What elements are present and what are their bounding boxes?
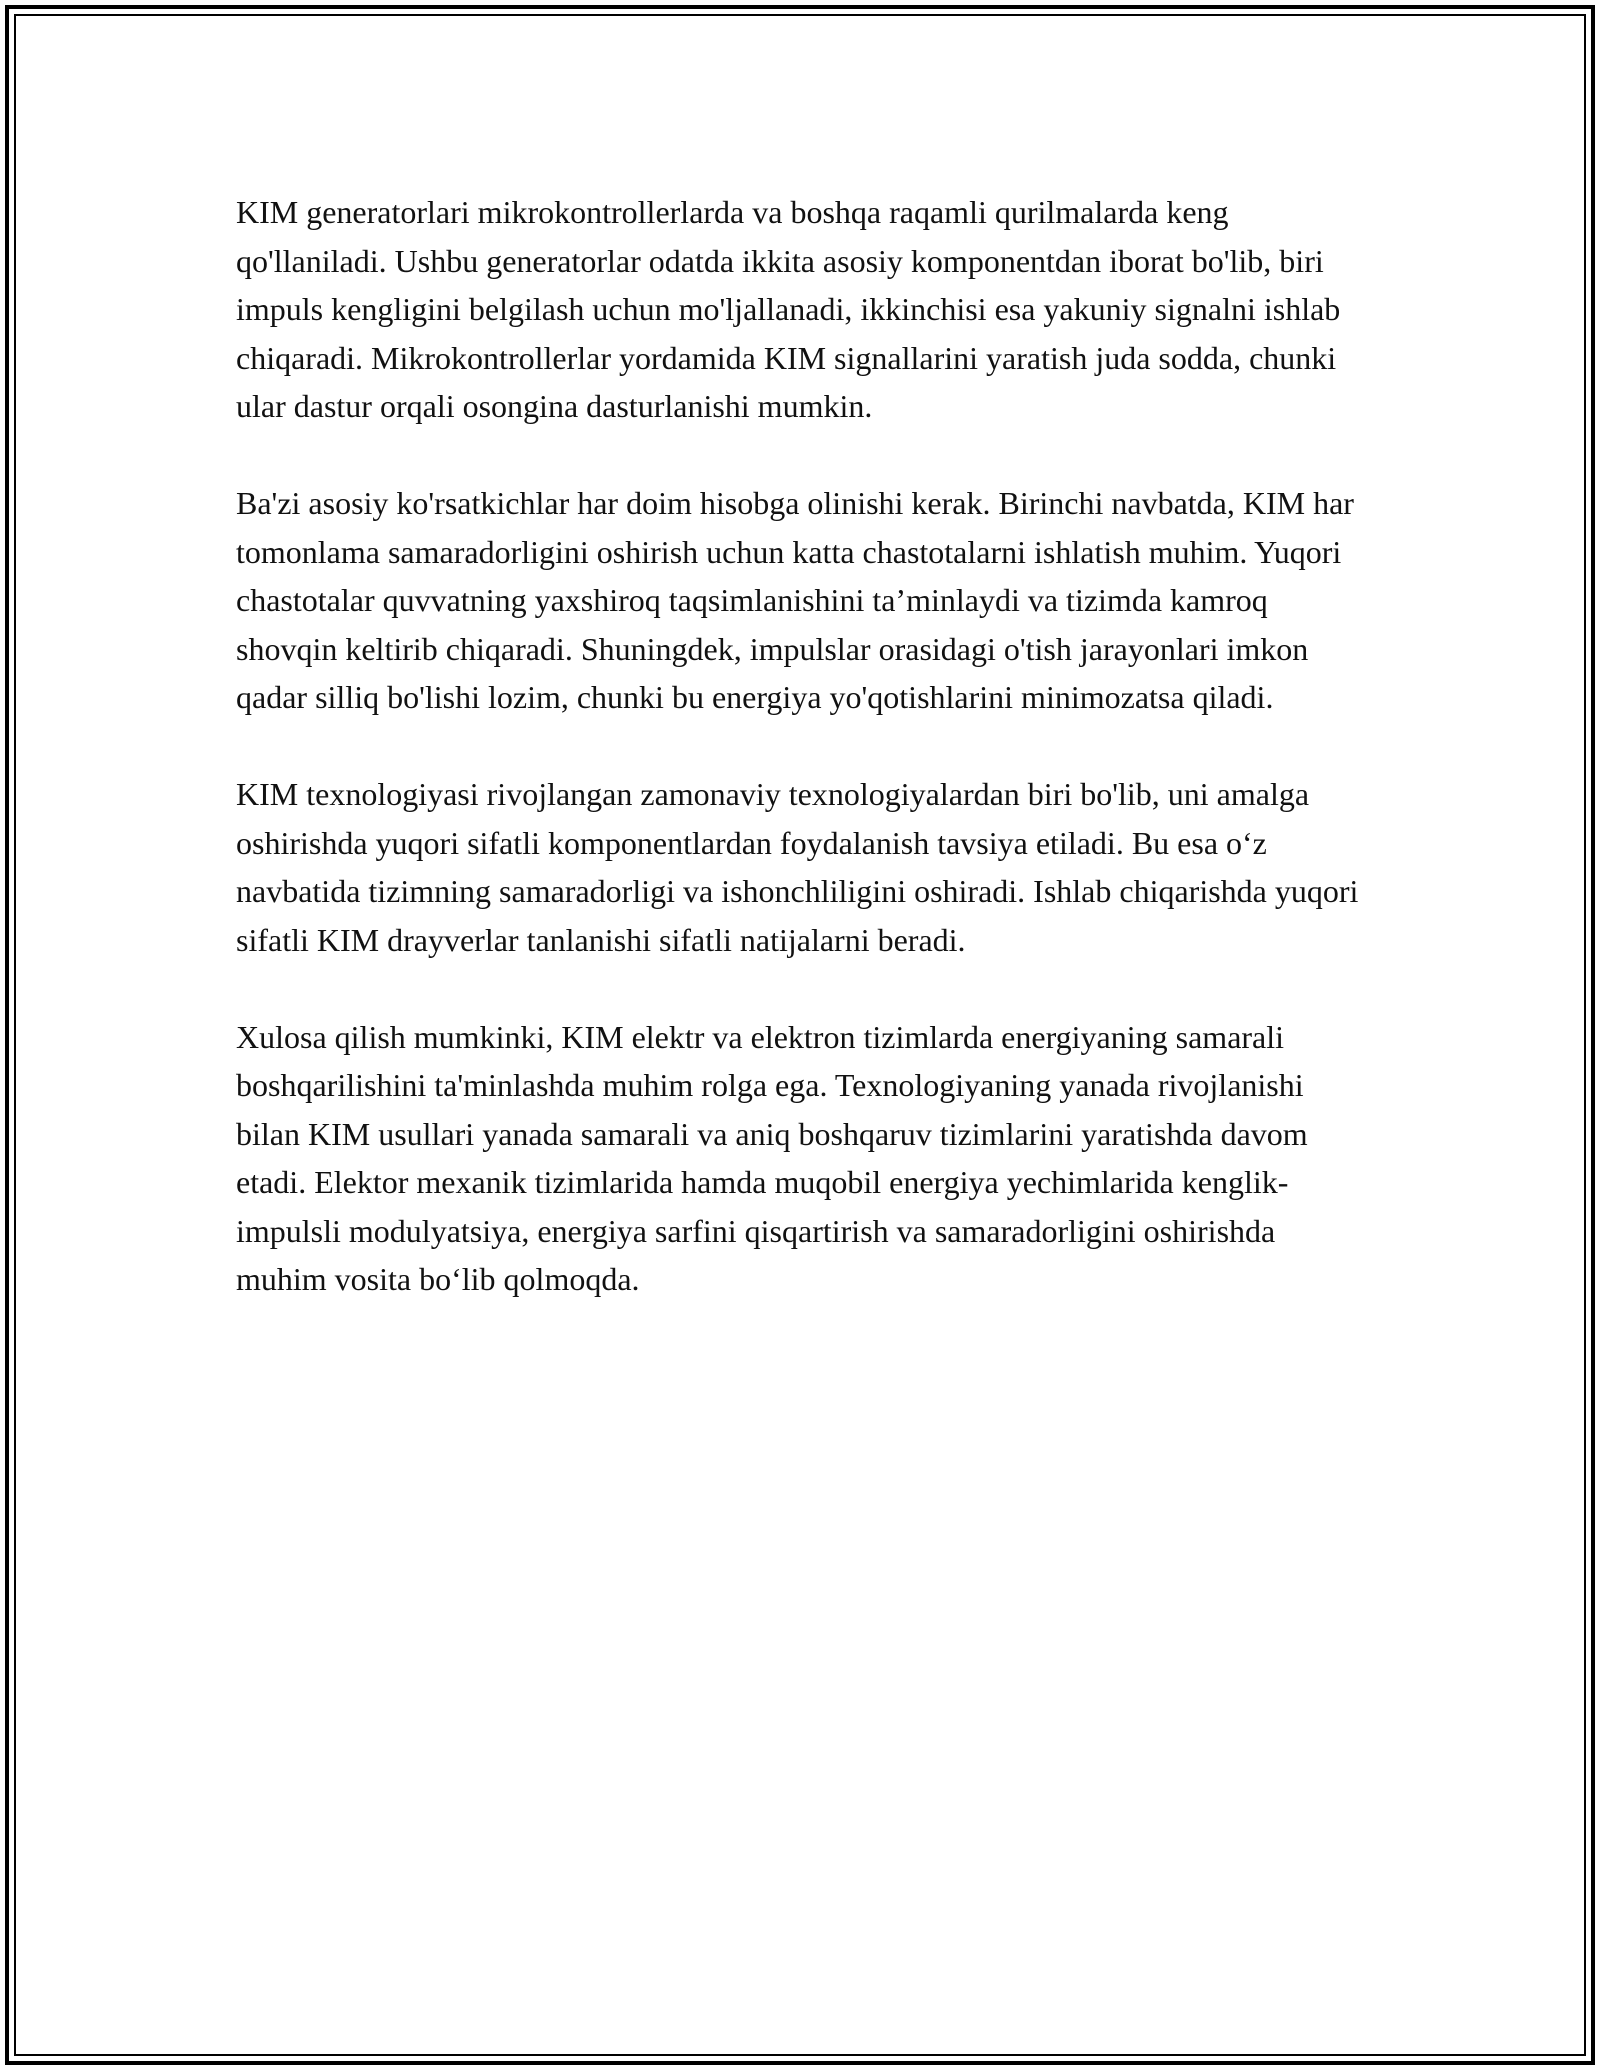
paragraph-1: KIM generatorlari mikrokontrollerlarda va boshqa raqamli qurilmalarda keng qo'llaniladi. Ushbu generatorlar odatda ikkita asosiy komponentdan iborat bo'lib, biri impuls kengligini belgilash uchun mo'ljallanadi, ikkinchisi esa yakuniy signalni ishlab chiqaradi. Mikrokontrollerlar yordamida KIM signallarini yaratish juda sodda, chunki ular dastur orqali osongina dasturlanishi mumkin. [236, 194, 1341, 424]
paragraph-4: Xulosa qilish mumkinki, KIM elektr va elektron tizimlarda energiyaning samarali boshqarilishini ta'minlashda muhim rolga ega. Texnologiyaning yanada rivojlanishi bilan KIM usullari yanada samarali va aniq boshqaruv tizimlarini yaratishda davom etadi. Elektor mexanik tizimlarida hamda muqobil energiya yechimlarida kenglik-impulsli modulyatsiya, energiya sarfini qisqartirish va samaradorligini oshirishda muhim vosita bo‘lib qolmoqda. [236, 1018, 1308, 1297]
document-body [236, 188, 1366, 1352]
paragraph-3: KIM texnologiyasi rivojlangan zamonaviy texnologiyalardan biri bo'lib, uni amalga oshirishda yuqori sifatli komponentlardan foydalanish tavsiya etiladi. Bu esa o‘z navbatida tizimning samaradorligi va ishonchliligini oshiradi. Ishlab chiqarishda yuqori sifatli KIM drayverlar tanlanishi sifatli natijalarni beradi. [236, 776, 1359, 958]
paragraph-2: Ba'zi asosiy ko'rsatkichlar har doim hisobga olinishi kerak. Birinchi navbatda, KIM har tomonlama samaradorligini oshirish uchun katta chastotalarni ishlatish muhim. Yuqori chastotalar quvvatning yaxshiroq taqsimlanishini ta’minlaydi va tizimda kamroq shovqin keltirib chiqaradi. Shuningdek, impulslar orasidagi o'tish jarayonlari imkon qadar silliq bo'lishi lozim, chunki bu energiya yo'qotishlarini minimozatsa qiladi. [236, 485, 1354, 715]
